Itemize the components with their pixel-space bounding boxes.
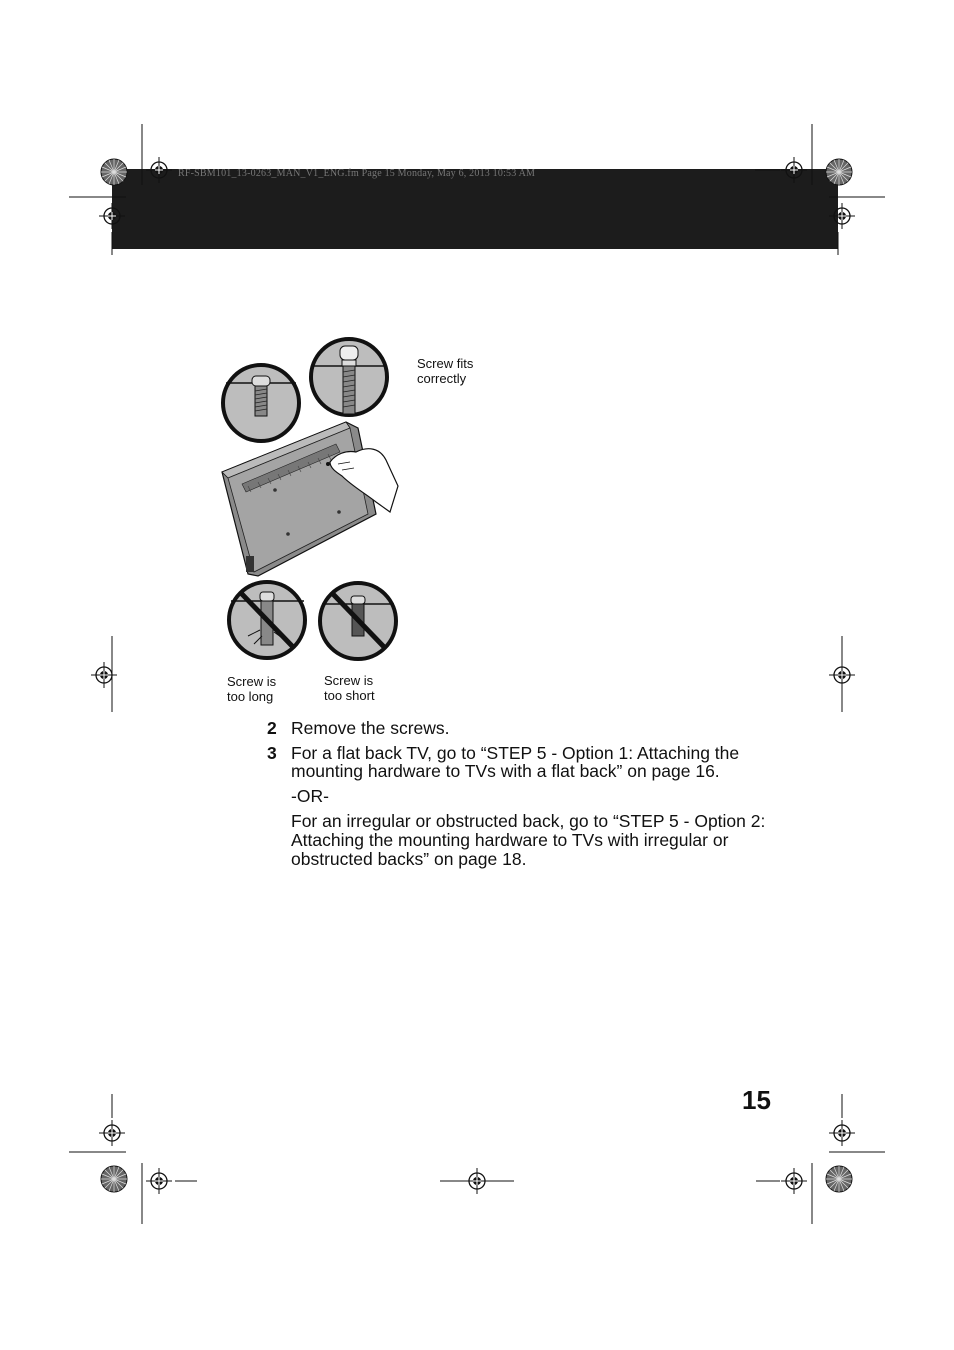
screw-too-short-detail <box>320 583 396 659</box>
step-number-3: 3 <box>267 743 277 763</box>
step-3-line-2: mounting hardware to TVs with a flat back” on page 16. <box>291 761 720 781</box>
or-separator: -OR- <box>291 786 329 806</box>
caption-screw-too-short: Screw is too short <box>324 673 375 703</box>
caption-screw-too-long: Screw is too long <box>227 674 277 704</box>
alt-line-3: obstructed backs” on page 18. <box>291 849 527 869</box>
screw-too-long-detail <box>229 582 305 658</box>
alt-line-2: Attaching the mounting hardware to TVs with irregular or <box>291 830 729 850</box>
tv-screw-illustration <box>218 336 418 666</box>
alt-line-1: For an irregular or obstructed back, go to “STEP 5 - Option 2: <box>291 811 766 831</box>
screw-fits-detail-2 <box>311 339 387 415</box>
file-slug: RF-SBM101_13-0263_MAN_V1_ENG.fm Page 15 Monday, May 6, 2013 10:53 AM <box>178 168 536 179</box>
step-2-text: Remove the screws. <box>291 718 450 738</box>
screw-fits-detail <box>223 365 299 441</box>
step-3-line-1: For a flat back TV, go to “STEP 5 - Option 1: Attaching the <box>291 743 740 763</box>
caption-screw-fits: Screw fits correctly <box>417 356 474 386</box>
step-number-2: 2 <box>267 718 277 738</box>
page-number: 15 <box>742 1085 771 1115</box>
tv-back <box>222 422 376 576</box>
